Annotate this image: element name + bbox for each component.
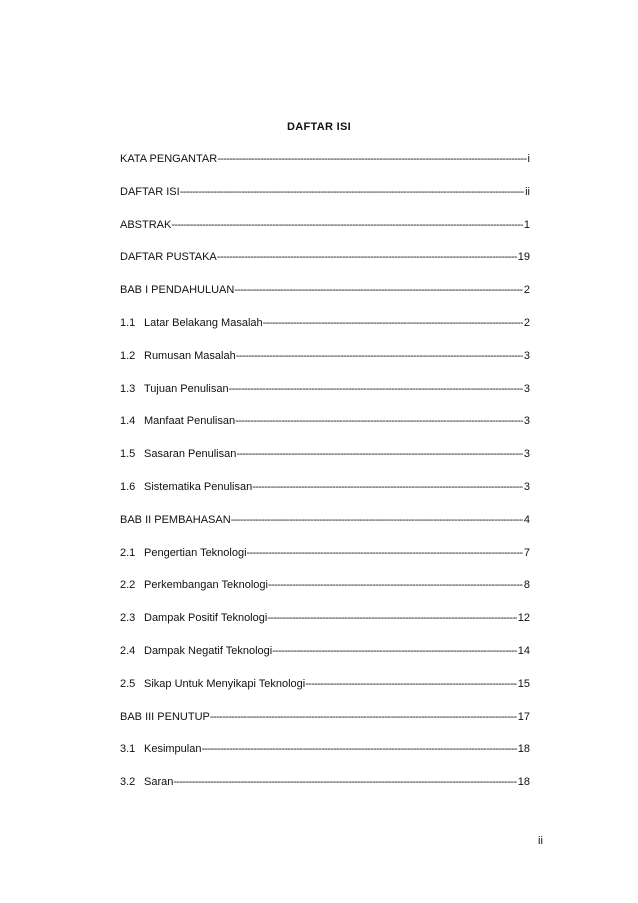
toc-entry-label <box>120 480 252 494</box>
toc-entry <box>120 677 530 710</box>
toc-entry-text: Saran <box>144 776 174 789</box>
toc-entry-label <box>120 283 234 297</box>
toc-entry-page: 14 <box>517 644 530 657</box>
toc-entry <box>120 447 530 480</box>
toc-leader <box>229 382 523 396</box>
toc-entry-page: 7 <box>523 546 530 559</box>
toc-entry-text: Sasaran Penulisan <box>144 448 237 461</box>
toc-entry <box>120 382 530 415</box>
toc-entry-number: 2.2 <box>120 579 136 592</box>
table-of-contents <box>120 152 530 808</box>
toc-entry-page: 2 <box>523 316 530 329</box>
toc-entry <box>120 775 530 808</box>
toc-leader <box>173 775 516 789</box>
toc-entry-text: Perkembangan Teknologi <box>144 579 268 592</box>
toc-entry <box>120 218 530 251</box>
toc-entry-number: 2.5 <box>120 677 136 690</box>
toc-entry-text: BAB I PENDAHULUAN <box>120 284 235 297</box>
toc-entry-text: Tujuan Penulisan <box>144 382 229 395</box>
toc-entry-page: 4 <box>523 513 530 526</box>
toc-entry-text: Dampak Positif Teknologi <box>144 612 268 625</box>
toc-leader <box>236 349 523 363</box>
toc-entry <box>120 480 530 513</box>
page-number: ii <box>538 835 543 847</box>
toc-entry-label <box>120 546 247 560</box>
toc-entry-label <box>120 185 180 199</box>
toc-entry-label <box>120 152 217 166</box>
toc-leader <box>267 611 516 625</box>
toc-leader <box>210 710 517 724</box>
toc-entry-page: 17 <box>517 710 530 723</box>
toc-entry <box>120 710 530 743</box>
toc-leader <box>236 447 523 461</box>
toc-entry-page: 1 <box>523 218 530 231</box>
toc-entry-number: 1.3 <box>120 382 136 395</box>
toc-entry-page: 12 <box>517 612 530 625</box>
toc-leader <box>201 742 516 756</box>
toc-leader <box>171 218 523 232</box>
toc-entry-text: Sistematika Penulisan <box>144 480 253 493</box>
toc-leader <box>305 677 517 691</box>
toc-entry-page: 19 <box>517 251 530 264</box>
toc-entry-page: 3 <box>523 382 530 395</box>
toc-entry-text: Manfaat Penulisan <box>144 415 236 428</box>
toc-entry-text: Dampak Negatif Teknologi <box>144 644 273 657</box>
toc-entry-label <box>120 644 272 658</box>
toc-entry-page: 3 <box>523 415 530 428</box>
toc-entry-number: 1.5 <box>120 448 136 461</box>
toc-entry-page: 3 <box>523 480 530 493</box>
page-title: DAFTAR ISI <box>287 121 351 133</box>
toc-entry-number: 2.3 <box>120 612 136 625</box>
toc-entry-number: 1.2 <box>120 349 136 362</box>
toc-leader <box>217 250 517 264</box>
toc-entry-text: DAFTAR PUSTAKA <box>120 251 217 264</box>
toc-leader <box>247 546 523 560</box>
toc-entry <box>120 513 530 546</box>
toc-entry-label <box>120 742 201 756</box>
toc-entry <box>120 611 530 644</box>
toc-leader <box>252 480 523 494</box>
toc-leader <box>217 152 526 166</box>
toc-entry-label <box>120 447 236 461</box>
toc-entry-text: ABSTRAK <box>120 218 172 231</box>
toc-leader <box>235 414 523 428</box>
toc-entry-label <box>120 611 267 625</box>
toc-entry-label <box>120 775 173 789</box>
toc-leader <box>263 316 523 330</box>
toc-entry-label <box>120 218 171 232</box>
toc-entry-number: 1.4 <box>120 415 136 428</box>
toc-entry-label <box>120 578 268 592</box>
toc-entry-label <box>120 250 217 264</box>
toc-entry-number: 3.1 <box>120 743 136 756</box>
toc-entry-label <box>120 710 210 724</box>
toc-entry-number: 1.1 <box>120 316 136 329</box>
toc-entry <box>120 742 530 775</box>
toc-entry-page: ii <box>525 185 530 198</box>
toc-entry <box>120 546 530 579</box>
toc-entry <box>120 152 530 185</box>
toc-entry <box>120 578 530 611</box>
toc-entry-number: 2.1 <box>120 546 136 559</box>
toc-entry-page: 3 <box>523 349 530 362</box>
toc-entry-text: Pengertian Teknologi <box>144 546 247 559</box>
toc-entry-label <box>120 349 236 363</box>
toc-entry-page: 18 <box>517 776 530 789</box>
toc-entry-label <box>120 513 231 527</box>
toc-entry-text: DAFTAR ISI <box>120 185 180 198</box>
toc-entry-page: 3 <box>523 448 530 461</box>
toc-entry-text: BAB II PEMBAHASAN <box>120 513 231 526</box>
toc-entry-number: 3.2 <box>120 776 136 789</box>
toc-entry <box>120 414 530 447</box>
toc-entry-label <box>120 316 263 330</box>
toc-entry <box>120 185 530 218</box>
toc-entry-page: i <box>527 153 530 165</box>
toc-leader <box>234 283 523 297</box>
toc-entry-page: 18 <box>517 743 530 756</box>
toc-entry <box>120 349 530 382</box>
toc-leader <box>180 185 524 199</box>
toc-entry-number: 2.4 <box>120 644 136 657</box>
toc-entry <box>120 283 530 316</box>
toc-entry-page: 8 <box>523 579 530 592</box>
toc-leader <box>268 578 523 592</box>
toc-entry-number: 1.6 <box>120 480 136 493</box>
toc-entry-text: Rumusan Masalah <box>144 349 236 362</box>
toc-entry-text: Kesimpulan <box>144 743 202 756</box>
toc-leader <box>231 513 523 527</box>
toc-entry <box>120 644 530 677</box>
toc-entry-label <box>120 382 229 396</box>
toc-entry <box>120 250 530 283</box>
toc-entry <box>120 316 530 349</box>
toc-entry-label <box>120 677 305 691</box>
toc-entry-text: Latar Belakang Masalah <box>144 316 263 329</box>
toc-leader <box>272 644 517 658</box>
toc-entry-page: 15 <box>517 677 530 690</box>
toc-entry-label <box>120 414 235 428</box>
toc-entry-text: Sikap Untuk Menyikapi Teknologi <box>144 677 306 690</box>
toc-entry-text: KATA PENGANTAR <box>120 153 218 165</box>
toc-entry-text: BAB III PENUTUP <box>120 710 210 723</box>
toc-entry-page: 2 <box>523 284 530 297</box>
